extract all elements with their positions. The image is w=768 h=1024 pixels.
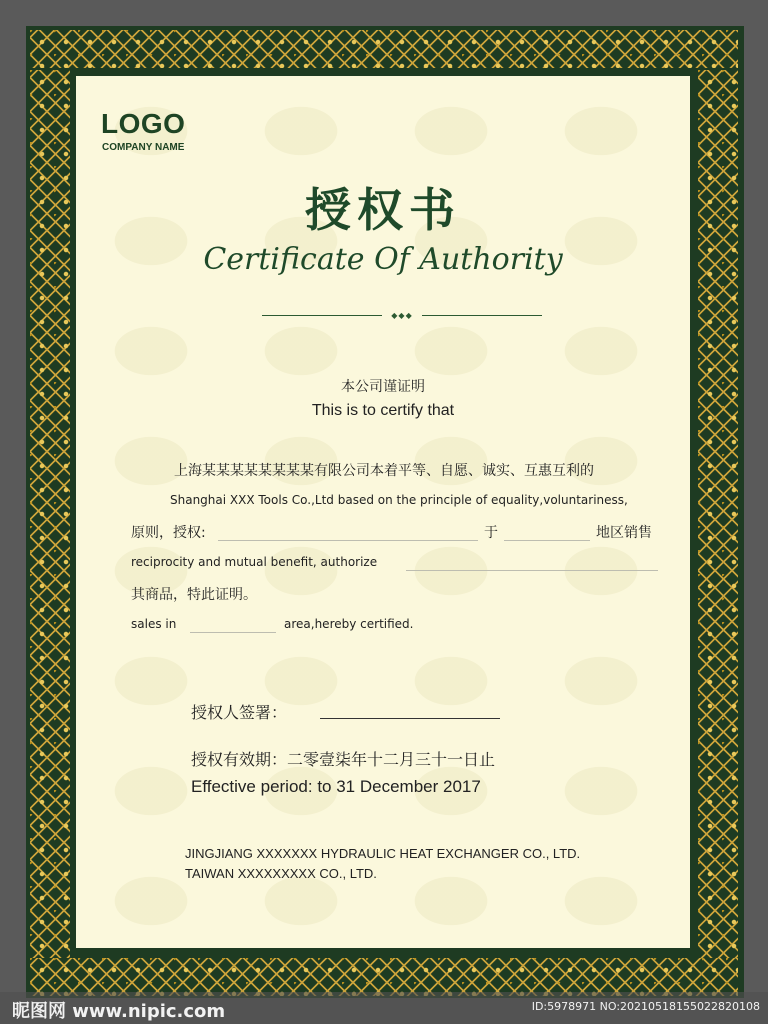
sales-area-blank[interactable] xyxy=(190,632,276,633)
logo: LOGO xyxy=(101,108,186,139)
title-english: Certificate Of Authority xyxy=(203,242,563,277)
region-blank[interactable] xyxy=(504,540,590,541)
divider-line-right xyxy=(422,315,542,316)
body-line3-english-start: sales in xyxy=(131,617,177,631)
signature-line[interactable] xyxy=(320,718,500,719)
authorized-party-blank[interactable] xyxy=(218,540,478,541)
bottom-ornamental-border xyxy=(30,958,738,996)
body-line3-chinese: 其商品，特此证明。 xyxy=(131,587,257,603)
divider-ornament: ◆◆◆ xyxy=(391,311,413,320)
body-line2-english: reciprocity and mutual benefit, authorize xyxy=(131,555,378,569)
body-line1-chinese: 上海某某某某某某某某有限公司本着平等、自愿、诚实、互惠互利的 xyxy=(174,463,594,479)
footer-company-1: JINGJIANG XXXXXXX HYDRAULIC HEAT EXCHANGER CO., LTD. xyxy=(185,846,581,861)
watermark-site: 昵图网 www.nipic.com xyxy=(12,1001,226,1022)
validity-chinese: 授权有效期：二零壹柒年十二月三十一日止 xyxy=(191,750,496,769)
body-line2-chinese-at: 于 xyxy=(484,525,498,541)
left-ornamental-border xyxy=(30,70,70,958)
top-ornamental-border xyxy=(30,30,738,68)
footer-company-2: TAIWAN XXXXXXXXX CO., LTD. xyxy=(185,866,377,881)
validity-english: Effective period: to 31 December 2017 xyxy=(191,777,481,796)
title-divider xyxy=(262,311,542,321)
signature-label: 授权人签署： xyxy=(191,703,288,722)
intro-english: This is to certify that xyxy=(311,402,455,419)
authorize-english-blank[interactable] xyxy=(406,570,658,571)
watermark-id: ID:5978971 NO:20210518155022820108 xyxy=(531,1000,760,1013)
company-name: COMPANY NAME xyxy=(102,142,185,153)
divider-line-left xyxy=(262,315,382,316)
body-line2-chinese-end: 地区销售 xyxy=(596,525,652,541)
intro-chinese: 本公司谨证明 xyxy=(341,379,425,395)
body-line3-english-end: area,hereby certified. xyxy=(284,617,414,631)
certificate-paper xyxy=(76,76,690,948)
right-ornamental-border xyxy=(698,70,738,958)
title-chinese: 授权书 xyxy=(305,183,461,237)
body-line2-chinese-start: 原则，授权: xyxy=(131,525,206,541)
body-line1-english: Shanghai XXX Tools Co.,Ltd based on the principle of equality,voluntariness, xyxy=(170,493,628,507)
